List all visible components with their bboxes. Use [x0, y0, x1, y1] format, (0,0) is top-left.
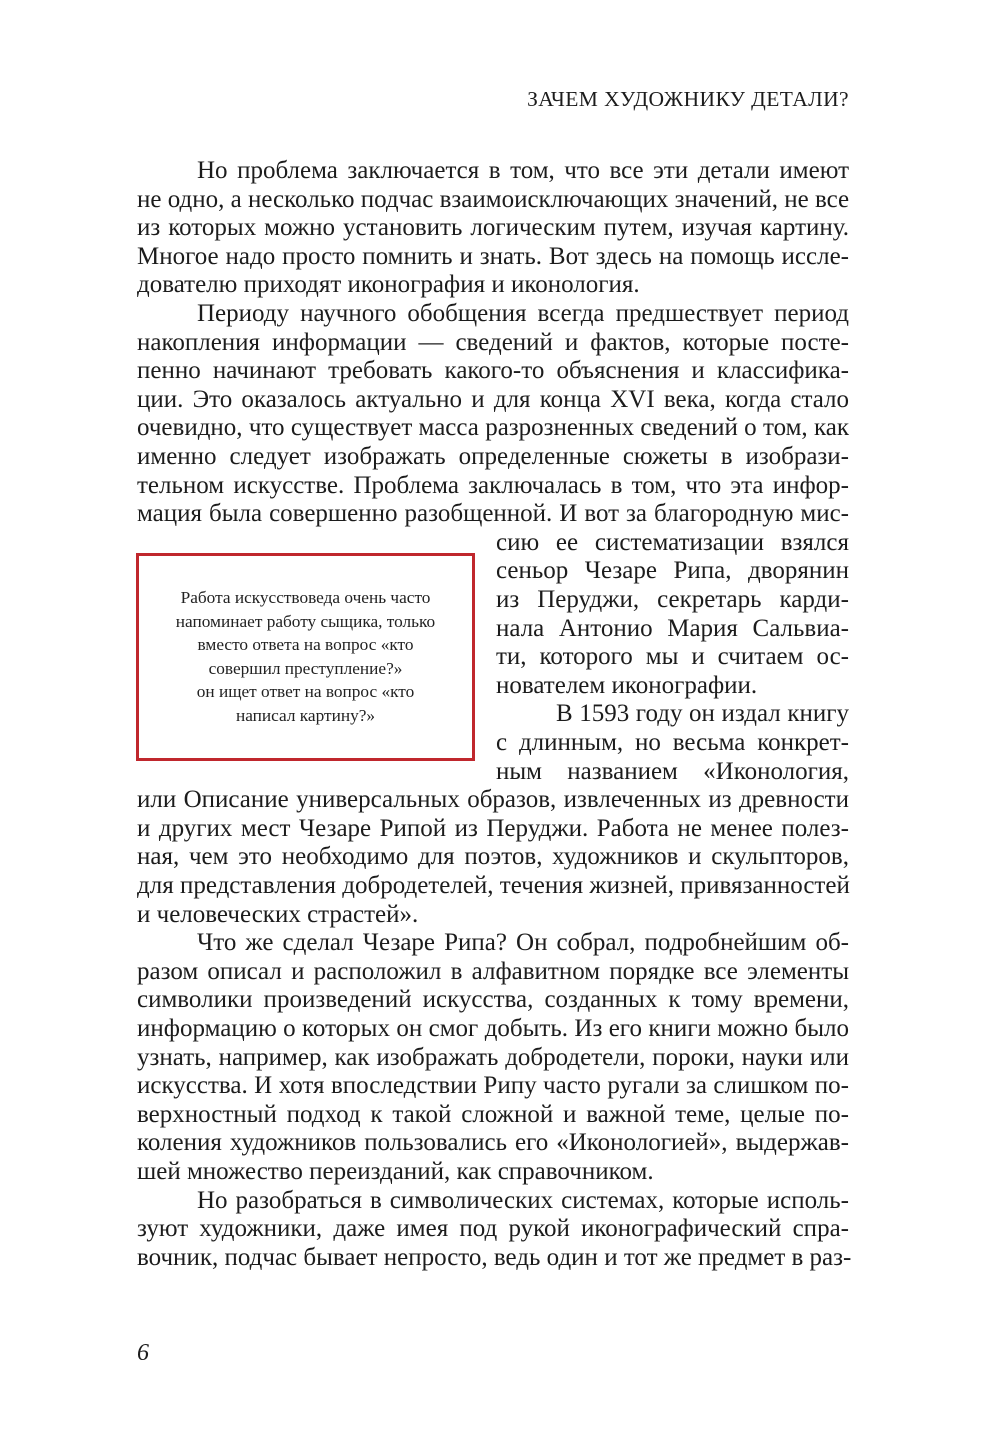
text-line: ти, которого мы и считаем ос- — [496, 643, 849, 671]
pull-quote-line: он ищет ответ на вопрос «кто — [196, 682, 415, 702]
pull-quote-line: совершил преступление?» — [208, 658, 403, 678]
pull-quote-line: Работа искусствоведа очень часто — [180, 588, 431, 607]
text-line: Периоду научного обобщения всегда предшествует период — [197, 300, 849, 327]
text-line: очевидно, что существует масса разрозненных сведений о том, как — [137, 414, 849, 442]
text-line: вочник, подчас бывает непросто, ведь один и тот же предмет в раз- — [137, 1243, 852, 1271]
text-line: Что же сделал Чезаре Рипа? Он собрал, подробнейшим об- — [197, 929, 849, 957]
text-line: шей множество переизданий, как справочником. — [137, 1158, 654, 1185]
pull-quote-text — [147, 586, 464, 728]
text-line: тельном искусстве. Проблема заключалась в том, что эта инфор- — [137, 471, 849, 499]
text-line: с длинным, но весьма конкрет- — [496, 729, 849, 756]
text-line: накопления информации — сведений и фактов, которые посте- — [137, 328, 849, 356]
pull-quote-line: написал картину?» — [235, 705, 376, 725]
pull-quote-line: напоминает работу сыщика, только — [175, 611, 436, 631]
text-line: и других мест Чезаре Рипой из Перуджи. Работа не менее полез- — [137, 814, 849, 842]
text-line: Но проблема заключается в том, что все эти детали имеют — [197, 157, 849, 184]
text-line: ная, чем это необходимо для поэтов, художников и скульпторов, — [137, 843, 849, 871]
text-line: сеньор Чезаре Рипа, дворянин — [496, 557, 849, 585]
text-line: именно следует изображать определенные сюжеты в изобрази- — [137, 443, 849, 470]
text-line: из Перуджи, секретарь карди- — [496, 586, 849, 613]
text-line: нователем иконографии. — [496, 671, 758, 699]
text-line: В 1593 году он издал книгу — [556, 700, 849, 728]
text-line: ции. Это оказалось актуально и для конца XVI века, когда стало — [137, 385, 849, 413]
text-line: нала Антонио Мария Сальвиа- — [496, 614, 849, 642]
text-line: коления художников пользовались его «Иконологией», выдержав- — [137, 1129, 849, 1157]
text-line: не одно, а несколько подчас взаимоисключающих значений, не все — [137, 185, 850, 213]
text-line: Многое надо просто помнить и знать. Вот здесь на помощь иссле- — [137, 242, 849, 270]
text-line: мация была совершенно разобщенной. И вот за благородную мис- — [137, 500, 849, 528]
text-line: для представления добродетелей, течения жизней, привязанностей — [137, 872, 850, 899]
text-line: узнать, например, как изображать добродетели, пороки, науки или — [137, 1043, 849, 1071]
text-line: и человеческих страстей». — [137, 900, 419, 928]
text-line: пенно начинают требовать какого-то объяснения и классифика- — [137, 357, 849, 385]
text-line: или Описание универсальных образов, извлеченных из древности — [137, 786, 849, 814]
text-line: сию ее систематизации взялся — [496, 528, 849, 556]
text-line: Но разобраться в символических системах, которые исполь- — [197, 1186, 849, 1214]
page-number: 6 — [137, 1340, 149, 1366]
pull-quote-line: вместо ответа на вопрос «кто — [197, 635, 414, 655]
text-line: ным названием «Иконология, — [496, 757, 849, 785]
text-line: разом описал и расположил в алфавитном порядке все элементы — [137, 957, 849, 985]
running-header: ЗАЧЕМ ХУДОЖНИКУ ДЕТАЛИ? — [527, 87, 849, 111]
text-line: символики произведений искусства, созданных к тому времени, — [137, 986, 849, 1014]
pull-quote-box — [136, 553, 475, 761]
text-line: верхностный подход к такой сложной и важной теме, целые по- — [137, 1100, 849, 1128]
text-line: из которых можно установить логическим путем, изучая картину. — [137, 214, 849, 242]
text-line: дователю приходят иконография и иконология. — [137, 271, 640, 299]
text-line: зуют художники, даже имея под рукой иконографический спра- — [137, 1215, 849, 1243]
text-line: информацию о которых он смог добыть. Из его книги можно было — [137, 1015, 849, 1042]
text-line: искусства. И хотя впоследствии Рипу часто ругали за слишком по- — [137, 1072, 849, 1100]
